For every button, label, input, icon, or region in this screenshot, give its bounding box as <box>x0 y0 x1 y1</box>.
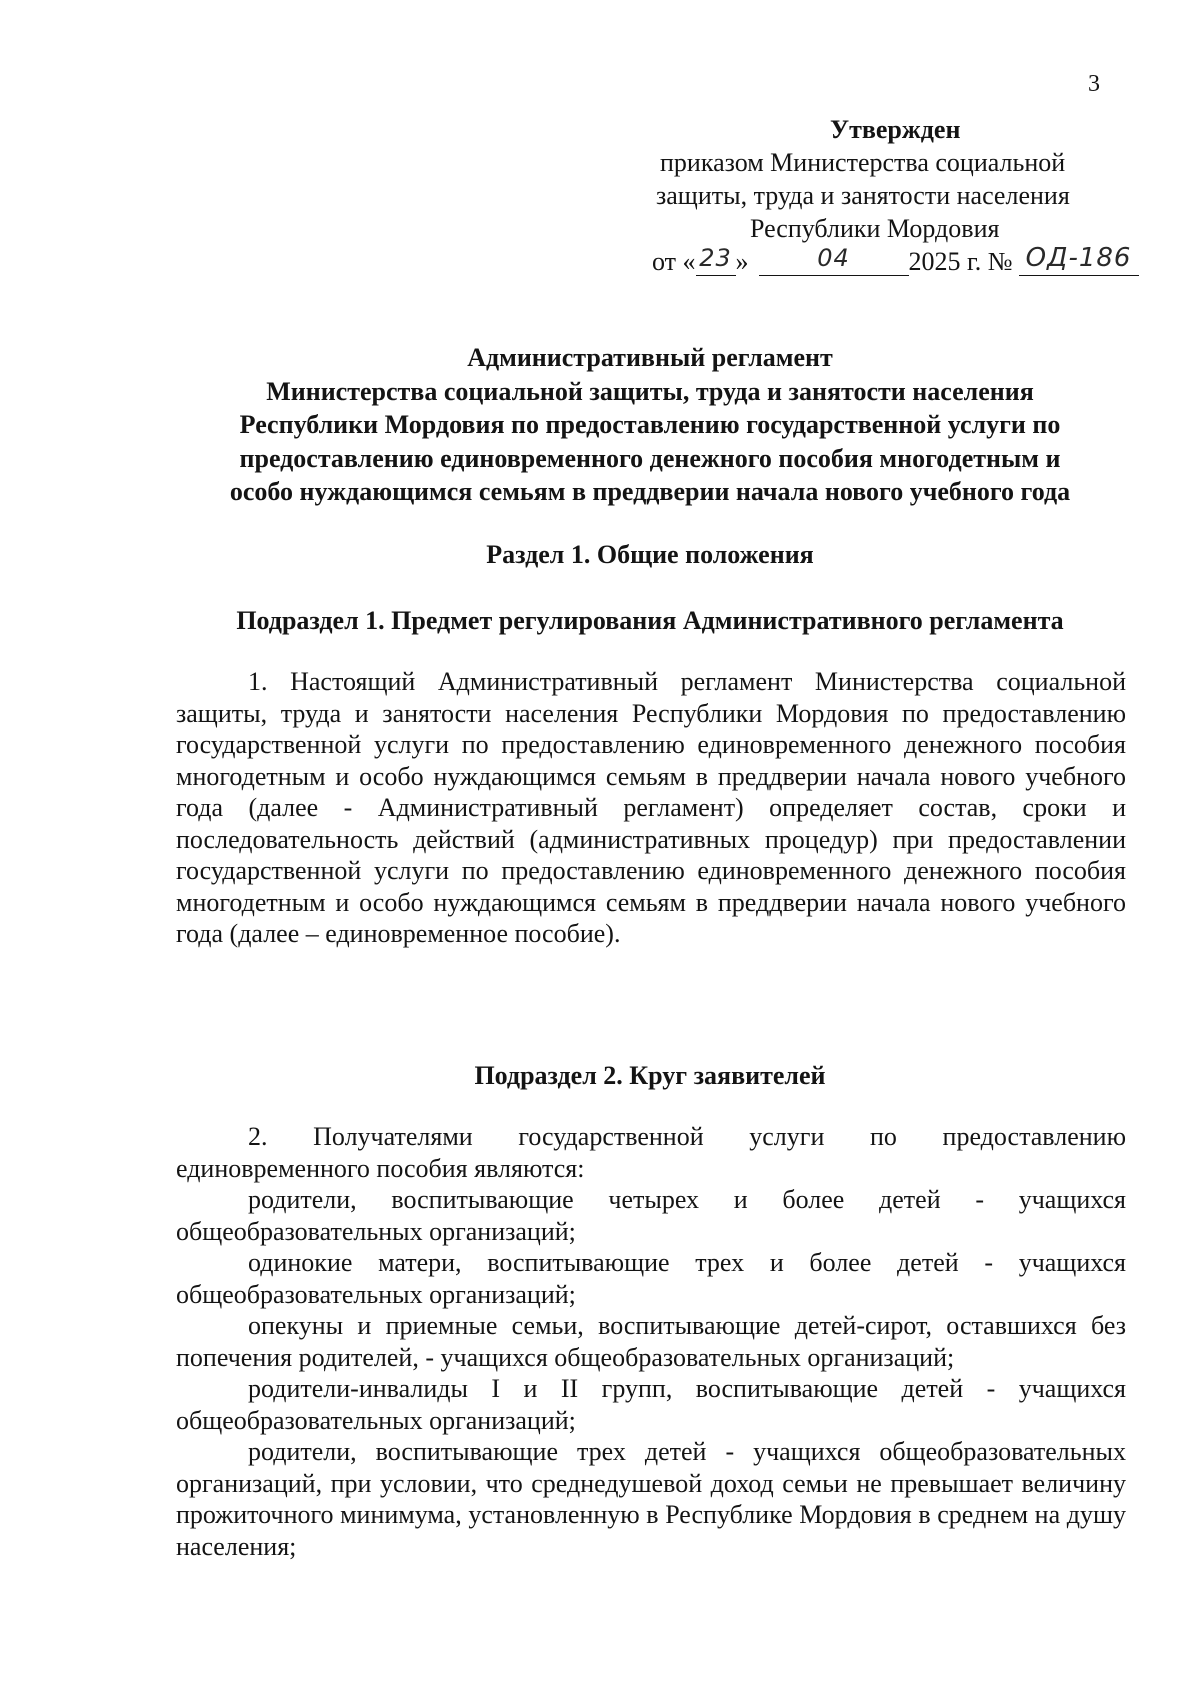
paragraph-2-block <box>176 1121 1126 1562</box>
paragraph-1-block <box>176 666 1126 950</box>
year-text: 2025 г. № <box>908 247 1013 276</box>
handwritten-day: 23 <box>696 245 736 276</box>
date-mid: » <box>735 247 749 276</box>
recipient-item: опекуны и приемные семьи, воспитывающие детей-сирот, оставшихся без попечения родителей, - учащихся общеобразовательных организаций; <box>176 1311 1126 1372</box>
approval-line-3: Республики Мордовия <box>750 214 1000 243</box>
subsection-heading-1: Подраздел 1. Предмет регулирования Административного регламента <box>236 606 1064 635</box>
title-line-5: особо нуждающимся семьям в преддверии начала нового учебного года <box>229 477 1071 506</box>
handwritten-month: 04 <box>759 245 909 276</box>
page-number: 3 <box>1088 71 1100 97</box>
title-line-1: Административный регламент <box>467 343 833 372</box>
title-line-2: Министерства социальной защиты, труда и занятости населения <box>266 376 1034 406</box>
recipient-item: одинокие матери, воспитывающие трех и более детей - учащихся общеобразовательных организаций; <box>176 1248 1126 1309</box>
date-prefix: от « <box>652 247 696 276</box>
recipient-item: родители, воспитывающие трех детей - учащихся общеобразовательных организаций, при условии, что среднедушевой доход семьи не превышает величину прожиточного минимума, установленную в Республике Мордовия в среднем на душу населения; <box>176 1437 1126 1561</box>
subsection-heading-2: Подраздел 2. Круг заявителей <box>474 1061 826 1090</box>
recipient-item: родители, воспитывающие четырех и более детей - учащихся общеобразовательных организаций; <box>176 1185 1126 1246</box>
approval-date-line <box>640 243 1132 278</box>
paragraph-1: 1. Настоящий Административный регламент Министерства социальной защиты, труда и занятости населения Республики Мордовия по предоставлению государственной услуги по предоставлению единовременного денежного пособия многодетным и особо нуждающимся семьям в преддверии начала нового учебного года (далее - Административный регламент) определяет состав, сроки и последовательность действий (административных процедур) при предоставлении государственной услуги по предоставлению единовременного денежного пособия многодетным и особо нуждающимся семьям в преддверии начала нового учебного года (далее – единовременное пособие). <box>176 667 1126 948</box>
section-heading: Раздел 1. Общие положения <box>486 540 814 569</box>
recipient-item: родители-инвалиды I и II групп, воспитывающие детей - учащихся общеобразовательных организаций; <box>176 1374 1126 1435</box>
approval-title: Утвержден <box>830 115 961 144</box>
paragraph-2: 2. Получателями государственной услуги по предоставлению единовременного пособия являются: <box>176 1122 1126 1183</box>
title-line-4: предоставлению единовременного денежного пособия многодетным и <box>239 443 1061 473</box>
title-line-3: Республики Мордовия по предоставлению государственной услуги по <box>239 410 1061 439</box>
document-title <box>180 341 1120 509</box>
approval-line-1: приказом Министерства социальной <box>660 148 1066 177</box>
approval-stamp <box>640 113 1132 278</box>
handwritten-order-number: ОД-186 <box>1019 245 1139 276</box>
approval-line-2: защиты, труда и занятости населения <box>656 181 1070 210</box>
